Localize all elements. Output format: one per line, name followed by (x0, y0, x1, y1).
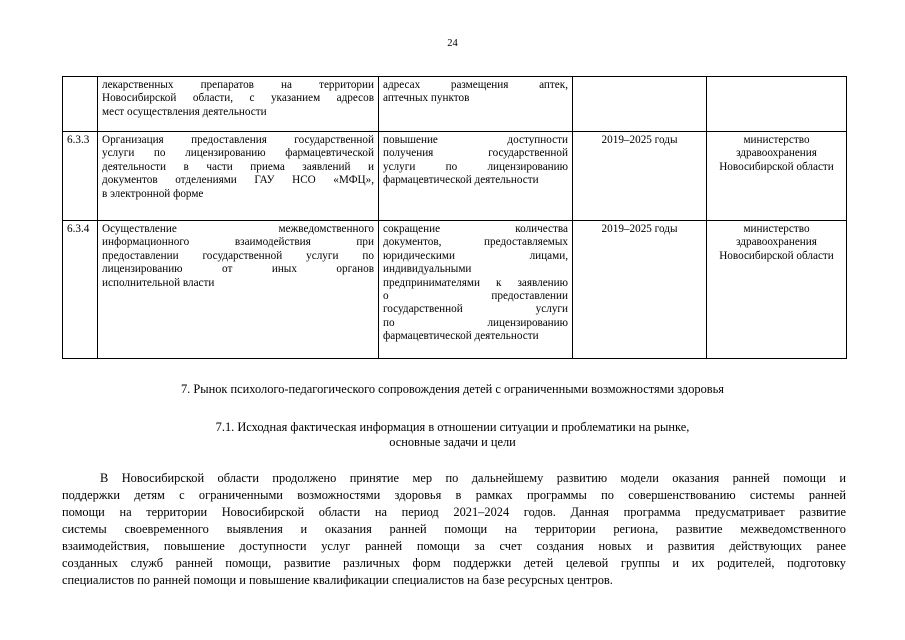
section-title: 7. Рынок психолого-педагогического сопровождения детей с ограниченными возможностями здоровья (180, 382, 725, 396)
measure-name-line: Организация предоставления государственной (102, 134, 374, 146)
expected-result-line: фармацевтической деятельности (383, 330, 539, 343)
cell-period (573, 77, 707, 132)
measure-name-line: Новосибирской области, с указанием адресов (102, 92, 374, 105)
measure-name-line: предоставлении государственной услуги по (102, 249, 374, 262)
cell-expected-result (379, 132, 573, 221)
body-paragraph (62, 470, 846, 589)
expected-result-line: услуги по лицензированию (383, 160, 568, 173)
cell-number (63, 77, 98, 132)
cell-number: 6.3.3 (63, 132, 98, 221)
expected-result-line: адресах размещения аптек, (383, 79, 568, 91)
measure-name-line: лекарственных препаратов на территории (102, 79, 374, 91)
measure-name-line: информационного взаимодействия при (102, 236, 374, 249)
paragraph-line: созданных служб ранней помощи, развитие различных форм поддержки детей целевой группы и их родителей, подготовку (62, 556, 846, 570)
measure-name-line: мест осуществления деятельности (102, 105, 267, 118)
paragraph-line: В Новосибирской области продолжено принятие мер по дальнейшему развитию модели оказания ранней помощи и (100, 471, 846, 485)
measure-name-line: лицензированию от иных органов (102, 263, 374, 276)
measure-name-line: Осуществление межведомственного (102, 223, 374, 235)
expected-result-line: фармацевтической деятельности (383, 174, 539, 187)
cell-executor: министерство здравоохранения Новосибирской области (707, 221, 847, 359)
paragraph-line: помощи на территории Новосибирской области на период 2021–2024 годов. Данная программа предусматривает развитие (62, 505, 846, 519)
expected-result-line: по лицензированию (383, 316, 568, 329)
cell-measure-name (98, 221, 379, 359)
measure-name-line: документов отделениями ГАУ НСО «МФЦ», (102, 174, 374, 187)
subsection-title (0, 420, 905, 450)
measure-name-line: в электронной форме (102, 187, 204, 200)
measure-name-line: деятельности в части приема заявлений и (102, 160, 374, 173)
cell-period: 2019–2025 годы (573, 221, 707, 359)
expected-result-line: юридическими лицами, (383, 249, 568, 262)
paragraph-line: взаимодействия, повышение доступности услуг ранней помощи за счет создания новых и развития действующих ранее (62, 539, 846, 553)
paragraph-line: системы своевременного выявления и оказания ранней помощи на территории региона, развитие межведомственного (62, 522, 846, 536)
cell-measure-name (98, 77, 379, 132)
expected-result-line: о предоставлении (383, 290, 568, 303)
expected-result-line: аптечных пунктов (383, 92, 470, 105)
page-number: 24 (447, 38, 458, 49)
cell-number: 6.3.4 (63, 221, 98, 359)
expected-result-line: сокращение количества (383, 223, 568, 235)
paragraph-line: поддержки детям с ограниченными возможностями здоровья в рамках программы по совершенствованию системы ранней (62, 488, 846, 502)
cell-executor: министерство здравоохранения Новосибирской области (707, 132, 847, 221)
expected-result-line: получения государственной (383, 147, 568, 160)
expected-result-line: предпринимателями к заявлению (383, 276, 568, 289)
table-row (63, 77, 847, 132)
table-row (63, 132, 847, 221)
cell-executor (707, 77, 847, 132)
measures-table (62, 76, 847, 359)
cell-period: 2019–2025 годы (573, 132, 707, 221)
expected-result-line: документов, предоставляемых (383, 236, 568, 249)
subsection-title-line-2: основные задачи и цели (389, 435, 516, 449)
expected-result-line: индивидуальными (383, 263, 472, 276)
cell-expected-result (379, 77, 573, 132)
measure-name-line: услуги по лицензированию фармацевтической (102, 147, 374, 160)
table-row (63, 221, 847, 359)
expected-result-line: государственной услуги (383, 303, 568, 316)
paragraph-line: специалистов по ранней помощи и повышение квалификации специалистов на базе ресурсных центров. (62, 573, 613, 587)
measure-name-line: исполнительной власти (102, 276, 215, 289)
subsection-title-line-1: 7.1. Исходная фактическая информация в отношении ситуации и проблематики на рынке, (215, 420, 690, 434)
cell-measure-name (98, 132, 379, 221)
expected-result-line: повышение доступности (383, 134, 568, 146)
cell-expected-result (379, 221, 573, 359)
